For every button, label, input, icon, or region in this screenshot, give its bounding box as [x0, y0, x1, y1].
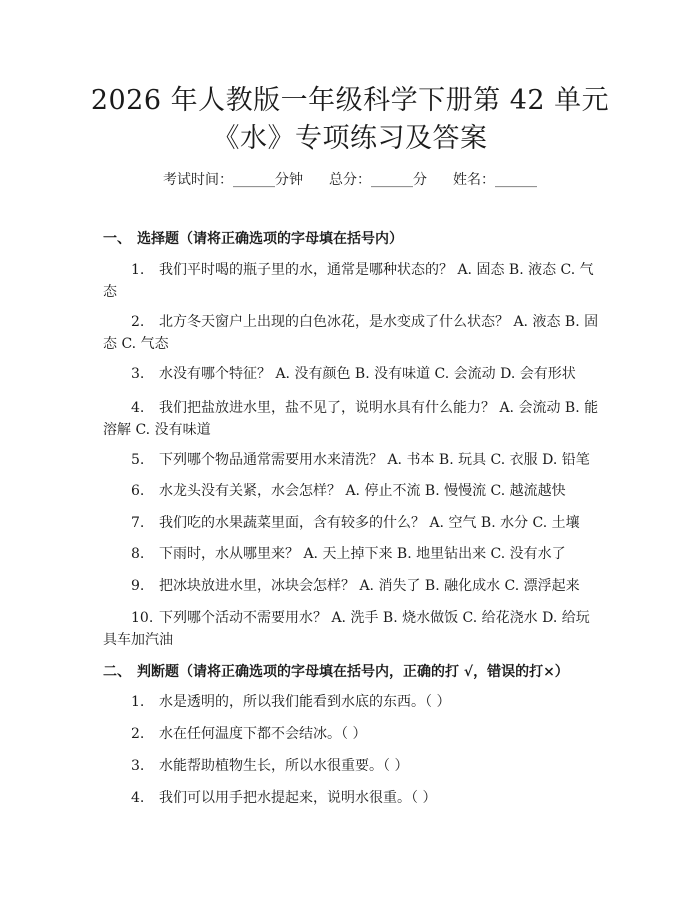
question-number: 4.	[131, 400, 145, 416]
question	[103, 512, 597, 534]
question	[103, 543, 597, 565]
question	[103, 607, 597, 651]
question-text: 水是透明的，所以我们能看到水底的东西。（ ）	[159, 694, 451, 710]
section1-title: 选择题（请将正确选项的字母填在括号内）	[137, 231, 403, 247]
question-text: 水龙头没有关紧，水会怎样？ A. 停止不流 B. 慢慢流 C. 越流越快	[159, 483, 566, 499]
question-text: 下雨时，水从哪里来？ A. 天上掉下来 B. 地里钻出来 C. 没有水了	[159, 546, 566, 562]
question-number: 3.	[131, 366, 145, 382]
question-number: 1.	[131, 262, 145, 278]
question-text: 我们可以用手把水提起来，说明水很重。（ ）	[159, 790, 437, 806]
judgement-item	[103, 787, 597, 809]
question-text-cont: 溶解 C. 没有味道	[103, 422, 211, 438]
question-text: 北方冬天窗户上出现的白色冰花，是水变成了什么状态？ A. 液态 B. 固	[159, 314, 599, 330]
question-text-cont: 态 C. 气态	[103, 336, 169, 352]
judgement-item	[103, 755, 597, 777]
question-number: 3.	[131, 758, 145, 774]
question	[103, 480, 597, 502]
section2-heading	[103, 662, 569, 682]
judgement-item	[103, 723, 597, 745]
question-text-cont: 具车加汽油	[103, 632, 173, 648]
question-text: 下列哪个活动不需要用水？ A. 洗手 B. 烧水做饭 C. 给花浇水 D. 给玩	[159, 610, 590, 626]
question	[103, 449, 597, 471]
question-number: 4.	[131, 790, 145, 806]
section1-heading	[103, 229, 403, 249]
exam-score: 总分：______分	[329, 172, 427, 188]
question-text: 下列哪个物品通常需要用水来清洗？ A. 书本 B. 玩具 C. 衣服 D. 铅笔	[159, 452, 590, 468]
section1-number: 一、	[103, 231, 131, 247]
exam-name: 姓名：______	[453, 172, 537, 188]
question-number: 2.	[131, 726, 145, 742]
question	[103, 575, 597, 597]
judgement-item	[103, 691, 597, 713]
question-text: 把冰块放进水里，冰块会怎样？ A. 消失了 B. 融化成水 C. 漂浮起来	[159, 578, 580, 594]
question-text: 我们吃的水果蔬菜里面，含有较多的什么？ A. 空气 B. 水分 C. 土壤	[159, 515, 580, 531]
question-text: 水没有哪个特征？ A. 没有颜色 B. 没有味道 C. 会流动 D. 会有形状	[159, 366, 576, 382]
question	[103, 397, 597, 441]
question-number: 1.	[131, 694, 145, 710]
page-title-line2: 《水》专项练习及答案	[212, 123, 488, 154]
question-number: 10.	[131, 610, 154, 626]
question-number: 8.	[131, 546, 145, 562]
section2-title: 判断题（请将正确选项的字母填在括号内，正确的打 √，错误的打×）	[137, 664, 569, 680]
question-number: 2.	[131, 314, 145, 330]
question-text: 我们平时喝的瓶子里的水，通常是哪种状态的？ A. 固态 B. 液态 C. 气	[159, 262, 594, 278]
question	[103, 259, 597, 303]
page-title-line1: 2026 年人教版一年级科学下册第 42 单元	[90, 85, 610, 116]
question-text: 我们把盐放进水里，盐不见了，说明水具有什么能力？ A. 会流动 B. 能	[159, 400, 599, 416]
question	[103, 363, 597, 385]
question-number: 7.	[131, 515, 145, 531]
question-number: 9.	[131, 578, 145, 594]
exam-time: 考试时间：______分钟	[163, 172, 303, 188]
question-number: 6.	[131, 483, 145, 499]
question	[103, 311, 597, 355]
question-text-cont: 态	[103, 284, 117, 300]
question-text: 水在任何温度下都不会结冰。（ ）	[159, 726, 367, 742]
section2-number: 二、	[103, 664, 131, 680]
exam-meta	[0, 170, 700, 190]
question-number: 5.	[131, 452, 145, 468]
question-text: 水能帮助植物生长，所以水很重要。（ ）	[159, 758, 409, 774]
